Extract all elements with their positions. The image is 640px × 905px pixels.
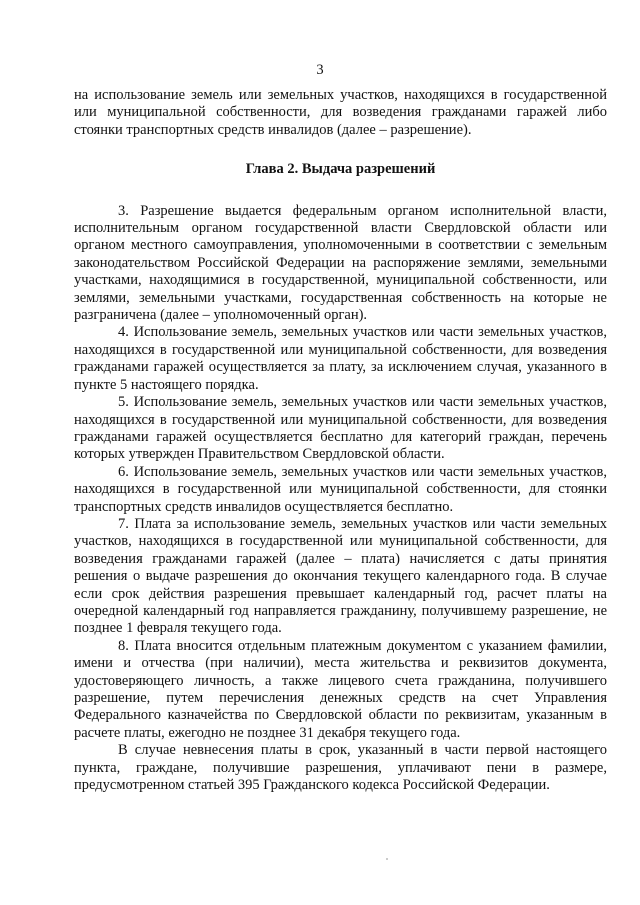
document-body	[74, 87, 607, 794]
intro-paragraph: на использование земель или земельных участков, находящихся в государственной или муниципальной собственности, для возведения гражданами гаражей либо стоянки транспортных средств инвалидов (далее – разрешение).	[74, 87, 607, 138]
paragraph-3: 3. Разрешение выдается федеральным органом исполнительной власти, исполнительным органом государственной власти Свердловской области или органом местного самоуправления, уполномоченными в соответствии с земельным законодательством Российской Федерации на распоряжение землями, земельными участками, находящимися в государственной, муниципальной собственности, или землями, земельными участками, государственная собственность на которые не разграничена (далее – уполномоченный орган).	[74, 202, 607, 324]
chapter-title: Глава 2. Выдача разрешений	[245, 161, 436, 178]
paragraph-4: 4. Использование земель, земельных участков или части земельных участков, находящихся в государственной или муниципальной собственности, для возведения гражданами гаражей осуществляется за плату, за исключением случая, указанного в пункте 5 настоящего порядка.	[74, 324, 607, 393]
paragraph-8: 8. Плата вносится отдельным платежным документом с указанием фамилии, имени и отчества (при наличии), места жительства и реквизитов документа, удостоверяющего личность, а также лицевого счета гражданина, получившего разрешение, путем перечисления денежных средств на счет Управления Федерального казначейства по Свердловской области по реквизитам, указанным в расчете платы, ежегодно не позднее 31 декабря текущего года.	[74, 637, 607, 741]
paragraph-7: 7. Плата за использование земель, земельных участков или части земельных участков, находящихся в государственной или муниципальной собственности, для возведения гражданами гаражей (далее – плата) начисляется с даты принятия решения о выдаче разрешения до окончания текущего календарного года. В случае если срок действия разрешения превышает календарный год, расчет платы на очередной календарный год направляется гражданину, получившему разрешение, не позднее 1 февраля текущего года.	[74, 515, 607, 637]
paragraph-8-part-2: В случае невнесения платы в срок, указанный в части первой настоящего пункта, граждане, получившие разрешения, уплачивают пени в размере, предусмотренном статьей 395 Гражданского кодекса Российской Федерации.	[74, 742, 607, 794]
page-number: 3	[316, 62, 324, 78]
scan-mark	[386, 858, 388, 860]
paragraph-6: 6. Использование земель, земельных участков или части земельных участков, находящихся в государственной или муниципальной собственности, для стоянки транспортных средств инвалидов осуществляется бесплатно.	[74, 463, 607, 515]
paragraph-5: 5. Использование земель, земельных участков или части земельных участков, находящихся в государственной или муниципальной собственности, для возведения гражданами гаражей осуществляется бесплатно для категорий граждан, перечень которых утвержден Правительством Свердловской области.	[74, 394, 607, 463]
